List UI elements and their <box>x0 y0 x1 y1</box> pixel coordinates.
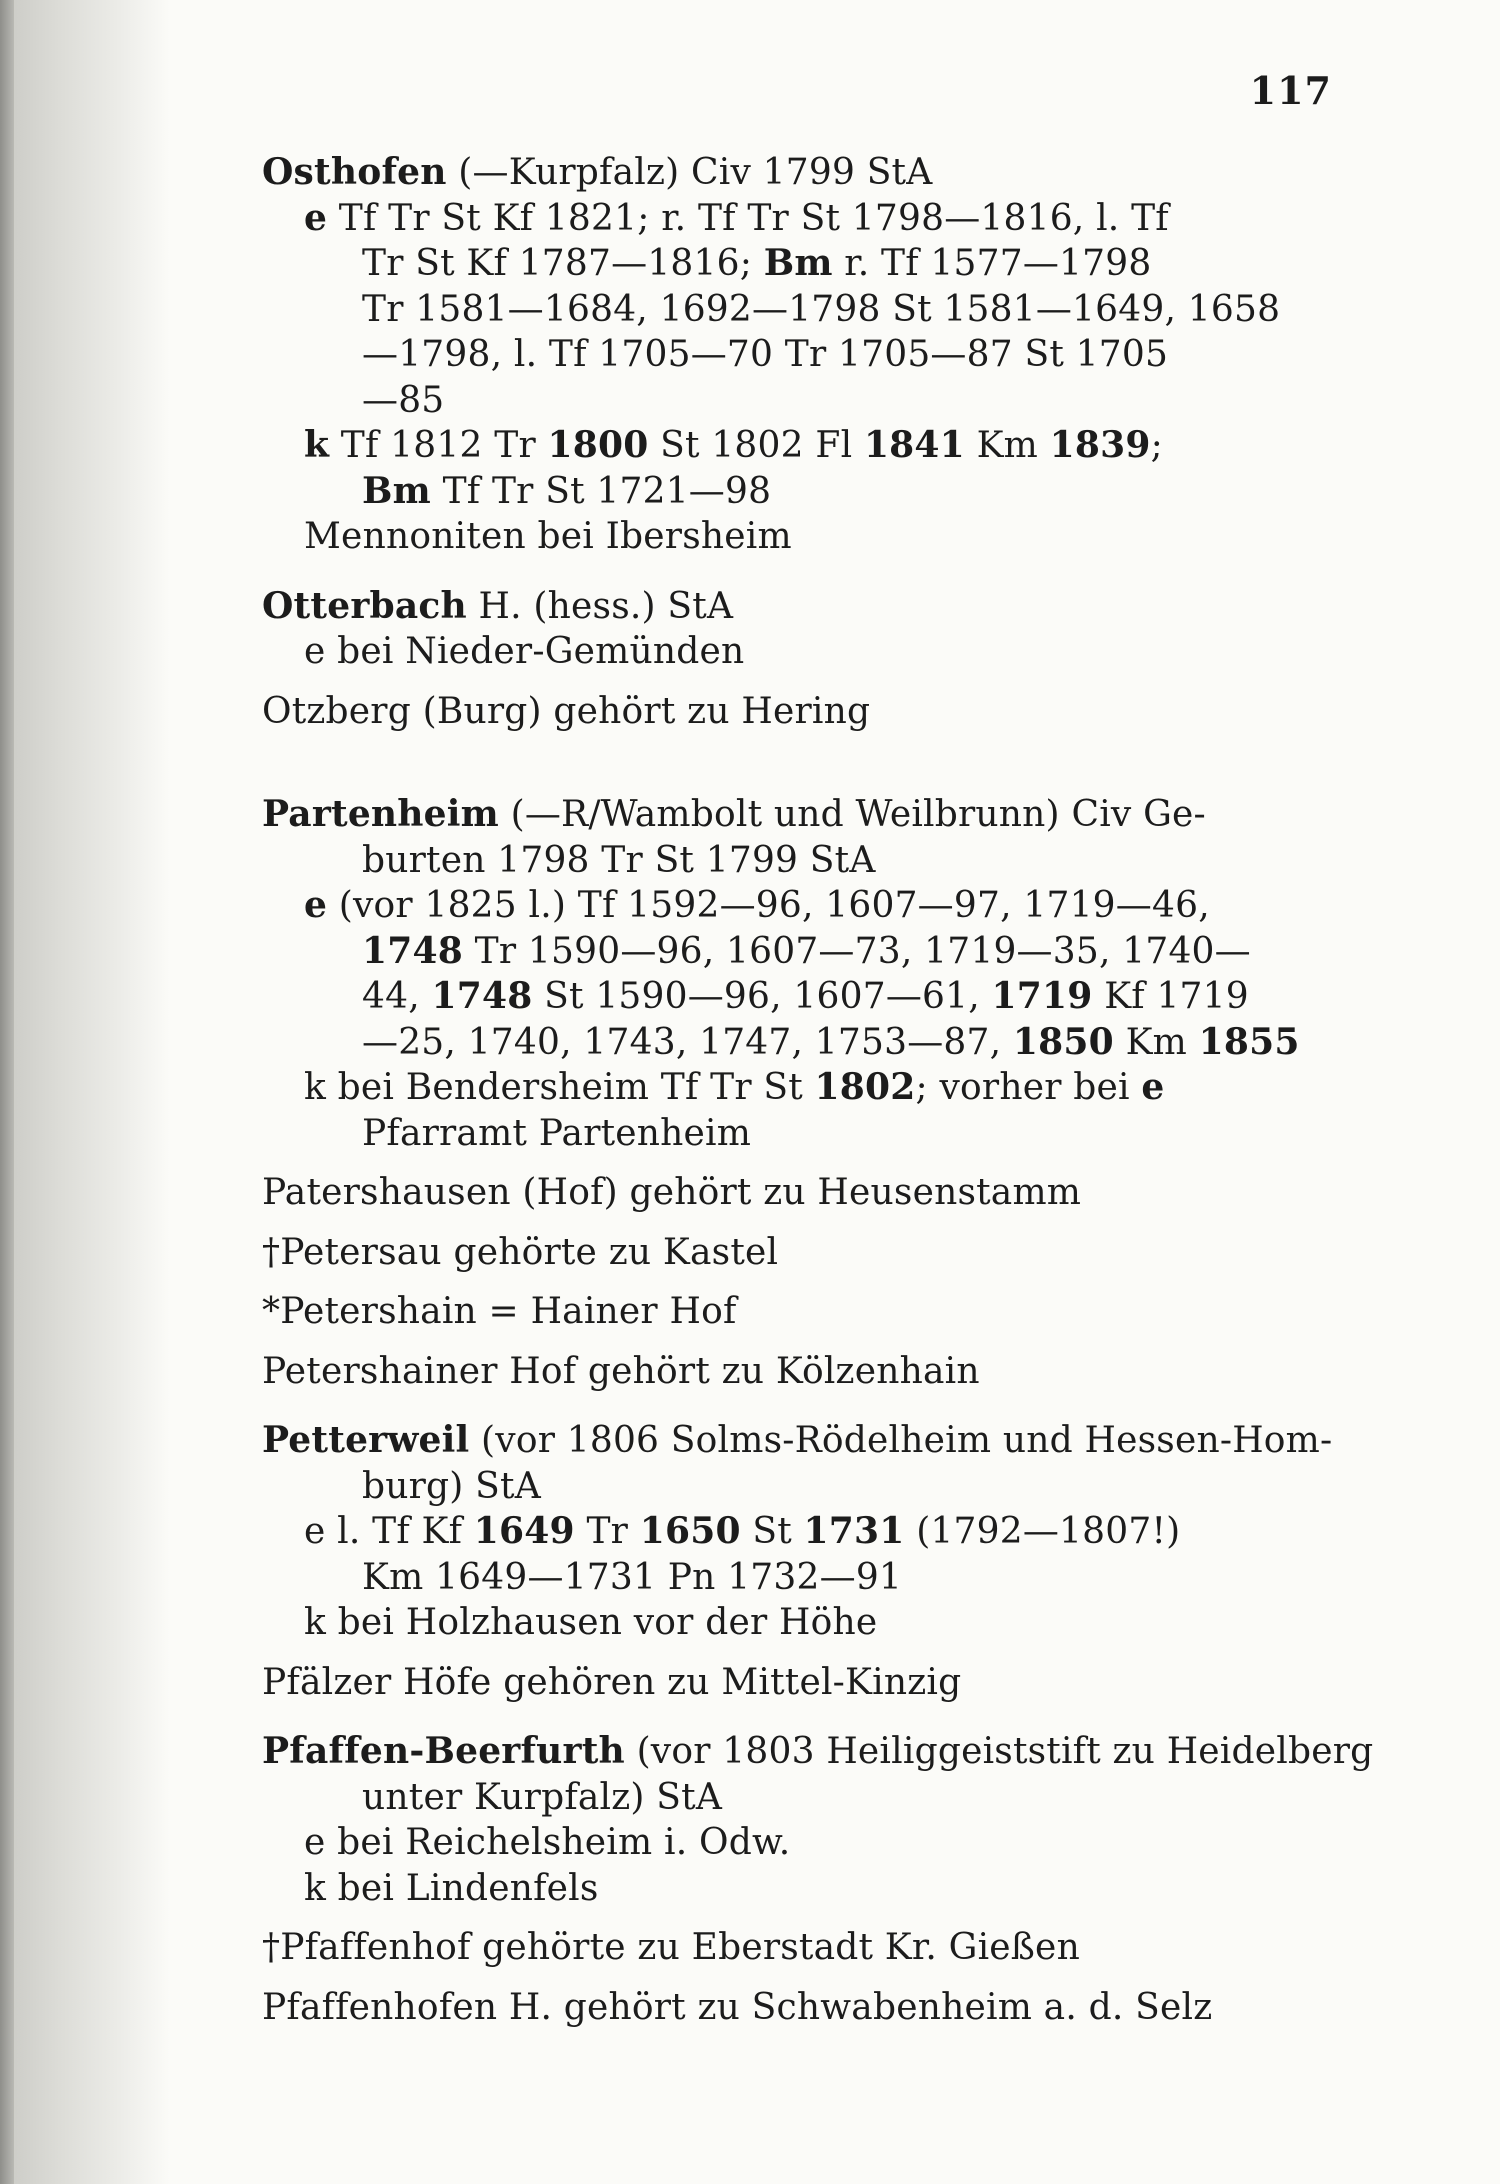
entry-heading-line <box>262 1170 1342 1216</box>
entry-detail-line <box>262 332 1342 378</box>
text: H. (hess.) StA <box>466 585 734 627</box>
entry <box>262 1985 1342 2031</box>
text: †Pfaffenhof gehörte zu Eberstadt Kr. Gießen <box>262 1927 1080 1968</box>
bold-text: e <box>304 196 328 239</box>
text: (1792—1807!) <box>904 1511 1181 1552</box>
entry-heading-line <box>262 1349 1342 1395</box>
bold-text: 1649 <box>473 1510 575 1552</box>
text: St <box>740 1511 804 1552</box>
entry-heading-line <box>262 584 1342 630</box>
text: †Petersau gehörte zu Kastel <box>262 1231 779 1273</box>
text: Km <box>1113 1021 1199 1063</box>
entry-detail-line <box>262 629 1342 675</box>
bold-text: 1731 <box>803 1510 905 1552</box>
entry-detail-line <box>262 929 1342 975</box>
bold-text: 1748 <box>431 975 533 1017</box>
text: burg) StA <box>362 1465 541 1507</box>
entry <box>262 1289 1342 1335</box>
entry-detail-line <box>262 1866 1342 1912</box>
bold-text: Petterweil <box>262 1419 470 1461</box>
entry-spacer <box>262 1394 1342 1418</box>
text: Tr 1581—1684, 1692—1798 St 1581—1649, 1658 <box>362 288 1281 330</box>
binding-edge <box>0 0 14 2184</box>
entry-detail-line <box>262 1464 1342 1510</box>
entry-detail-line <box>262 974 1342 1020</box>
text: e bei Reichelsheim i. Odw. <box>304 1822 791 1863</box>
text: Patershausen (Hof) gehört zu Heusenstamm <box>262 1172 1082 1213</box>
bold-text: k <box>304 424 330 466</box>
bold-text: Osthofen <box>262 151 447 193</box>
entry <box>262 1170 1342 1216</box>
entry <box>262 1660 1342 1706</box>
entry-detail-line <box>262 883 1342 929</box>
bold-text: 1650 <box>639 1510 741 1552</box>
entry <box>262 1729 1374 1911</box>
entry-detail-line <box>262 469 1342 515</box>
entry-heading-line <box>262 150 1342 196</box>
text: Km 1649—1731 Pn 1732—91 <box>362 1556 903 1598</box>
entry-heading-line <box>262 1729 1374 1775</box>
text: St 1802 Fl <box>648 425 864 466</box>
entry-heading-line <box>262 1230 1342 1276</box>
text: ; <box>1150 425 1163 466</box>
entry <box>262 1418 1342 1646</box>
entry <box>262 792 1342 1156</box>
entry-spacer <box>262 1275 1342 1289</box>
gazetteer-entries <box>262 150 1374 2030</box>
entry-spacer <box>262 1156 1342 1170</box>
text: ; vorher bei <box>915 1067 1142 1108</box>
text: Pfälzer Höfe gehören zu Mittel-Kinzig <box>262 1661 962 1703</box>
text: k bei Lindenfels <box>304 1867 599 1909</box>
text: Tr 1590—96, 1607—73, 1719—35, 1740— <box>463 930 1251 972</box>
text: —85 <box>362 379 445 421</box>
entry-detail-line <box>262 1820 1342 1866</box>
entry-detail-line <box>262 514 1342 560</box>
entry-detail-line <box>262 1555 1342 1601</box>
entry <box>262 584 1342 675</box>
entry <box>262 1349 1342 1395</box>
entry-heading-line <box>262 1289 1342 1335</box>
entry-spacer <box>262 1911 1342 1925</box>
text: *Petershain = Hainer Hof <box>262 1291 737 1332</box>
text: k bei Holzhausen vor der Höhe <box>304 1602 878 1643</box>
entry-heading-line <box>262 1660 1342 1706</box>
page-number: 117 <box>1249 68 1332 113</box>
bold-text: Partenheim <box>262 793 499 835</box>
bold-text: e <box>304 884 328 926</box>
text: (vor 1806 Solms-Rödelheim und Hessen-Hom- <box>469 1420 1333 1461</box>
text: (—Kurpfalz) Civ 1799 StA <box>446 152 933 193</box>
entry-heading-line <box>262 1418 1342 1464</box>
entry-detail-line <box>262 1600 1342 1646</box>
bold-text: e <box>1141 1066 1165 1108</box>
entry <box>262 689 1342 735</box>
bold-text: 1800 <box>547 424 649 466</box>
entry-heading-line <box>262 1925 1342 1971</box>
entry-spacer <box>262 1646 1342 1660</box>
entry-detail-line <box>262 287 1342 333</box>
entry-detail-line <box>262 241 1342 287</box>
entry-detail-line <box>262 838 1342 884</box>
text: (vor 1825 l.) Tf 1592—96, 1607—97, 1719—46, <box>327 885 1210 926</box>
entry-heading-line <box>262 1985 1342 2031</box>
text: 44, <box>362 976 432 1017</box>
text: —25, 1740, 1743, 1747, 1753—87, <box>362 1021 1013 1063</box>
entry-spacer <box>262 1216 1342 1230</box>
text: St 1590—96, 1607—61, <box>532 976 992 1017</box>
text: Tf Tr St 1721—98 <box>430 470 772 512</box>
entry-detail-line <box>262 1509 1342 1555</box>
entry <box>262 1230 1342 1276</box>
text: e l. Tf Kf <box>304 1511 474 1552</box>
page-gutter-shadow <box>0 0 170 2184</box>
text: burten 1798 Tr St 1799 StA <box>362 839 876 881</box>
bold-text: 1855 <box>1198 1020 1300 1063</box>
entry <box>262 1925 1342 1971</box>
text: Otzberg (Burg) gehört zu Hering <box>262 690 871 732</box>
text: Pfarramt Partenheim <box>362 1112 752 1154</box>
text: unter Kurpfalz) StA <box>362 1776 723 1818</box>
entry-detail-line <box>262 1065 1342 1111</box>
entry-spacer <box>262 560 1342 584</box>
entry-heading-line <box>262 792 1342 838</box>
entry-spacer <box>262 675 1342 689</box>
text: Tf 1812 Tr <box>329 425 548 466</box>
text: (vor 1803 Heiliggeiststift zu Heidelberg <box>624 1731 1374 1772</box>
bold-text: Bm <box>362 469 431 512</box>
entry-detail-line <box>262 1775 1342 1821</box>
entry-spacer <box>262 1335 1342 1349</box>
bold-text: 1719 <box>991 975 1093 1017</box>
bold-text: 1841 <box>863 424 965 466</box>
text: Pfaffenhofen H. gehört zu Schwabenheim a. d. Selz <box>262 1986 1213 2028</box>
text: Tr <box>574 1511 640 1552</box>
entry-detail-line <box>262 196 1342 242</box>
bold-text: 1802 <box>814 1066 916 1108</box>
bold-text: 1850 <box>1012 1020 1114 1063</box>
entry-spacer <box>262 734 1342 792</box>
bold-text: Otterbach <box>262 584 467 627</box>
text: Mennoniten bei Ibersheim <box>304 516 792 557</box>
bold-text: Bm <box>763 242 833 284</box>
entry <box>262 150 1342 560</box>
entry-detail-line <box>262 423 1342 469</box>
entry-detail-line <box>262 378 1342 424</box>
bold-text: 1748 <box>362 929 463 972</box>
entry-spacer <box>262 1971 1342 1985</box>
text: —1798, l. Tf 1705—70 Tr 1705—87 St 1705 <box>362 334 1169 375</box>
text: k bei Bendersheim Tf Tr St <box>304 1067 815 1108</box>
text: (—R/Wambolt und Weilbrunn) Civ Ge- <box>498 794 1206 835</box>
bold-text: 1839 <box>1049 424 1151 466</box>
text: Petershainer Hof gehört zu Kölzenhain <box>262 1350 980 1392</box>
entry-detail-line <box>262 1111 1342 1157</box>
entry-detail-line <box>262 1020 1342 1066</box>
entry-spacer <box>262 1705 1342 1729</box>
entry-heading-line <box>262 689 1342 735</box>
text: e bei Nieder-Gemünden <box>304 631 745 672</box>
bold-text: Pfaffen-Beerfurth <box>262 1730 625 1772</box>
text: Kf 1719 <box>1092 976 1249 1017</box>
text: r. Tf 1577—1798 <box>832 243 1152 284</box>
text: Km <box>964 425 1050 466</box>
text: Tf Tr St Kf 1821; r. Tf Tr St 1798—1816, l. Tf <box>327 197 1169 239</box>
text: Tr St Kf 1787—1816; <box>362 243 764 284</box>
